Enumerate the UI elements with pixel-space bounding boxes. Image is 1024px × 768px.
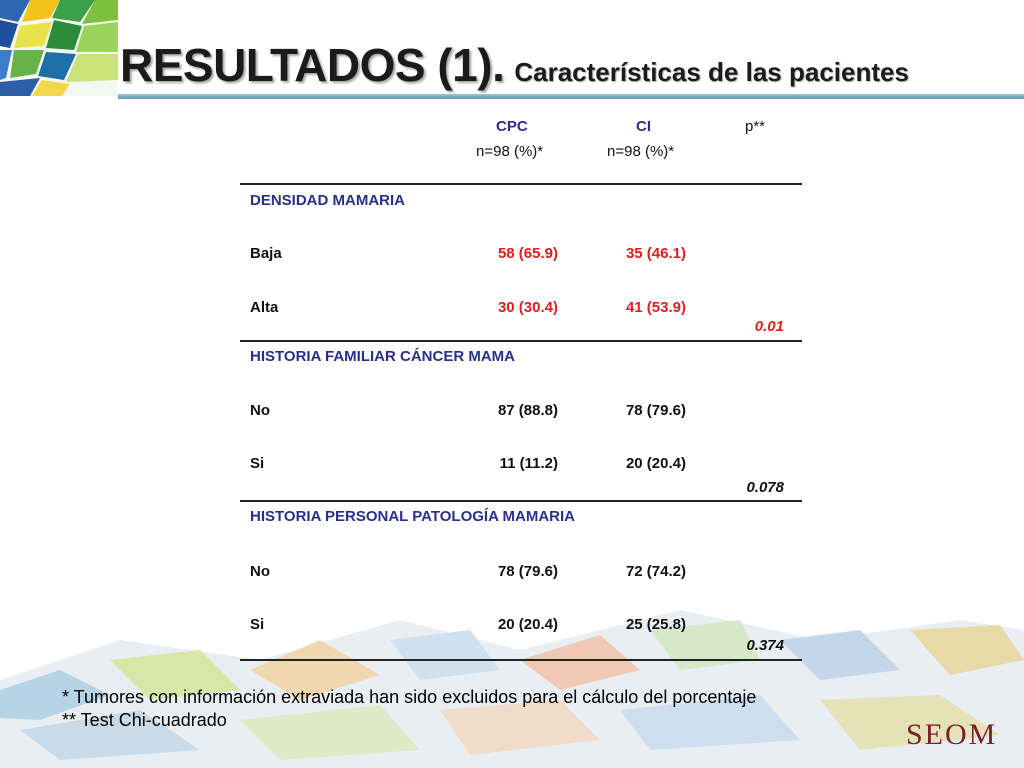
section-title-densidad: DENSIDAD MAMARIA <box>250 192 405 209</box>
title-main: RESULTADOS (1). <box>120 39 505 91</box>
p-value: 0.078 <box>746 479 784 496</box>
cell-cpc: 20 (20.4) <box>497 616 558 633</box>
cell-cpc: 30 (30.4) <box>497 299 558 316</box>
section-title-familiar: HISTORIA FAMILIAR CÁNCER MAMA <box>250 348 515 365</box>
page-title <box>120 38 1020 92</box>
cell-cpc: 78 (79.6) <box>497 563 558 580</box>
row-label: Si <box>250 616 265 633</box>
column-header-p: p** <box>745 118 766 135</box>
p-value: 0.01 <box>754 318 784 335</box>
section-rule <box>240 340 802 342</box>
column-sub-cpc: n=98 (%)* <box>476 143 544 160</box>
title-underline <box>118 94 1024 99</box>
footnote-2: ** Test Chi-cuadrado <box>62 710 227 730</box>
cell-cpc: 58 (65.9) <box>497 245 558 262</box>
footnote-1: * Tumores con información extraviada han sido excluidos para el cálculo del porcentaje <box>62 687 757 707</box>
row-label: No <box>250 563 270 580</box>
row-label: No <box>250 402 270 419</box>
cell-cpc: 87 (88.8) <box>497 402 558 419</box>
row-label: Si <box>250 455 265 472</box>
section-title-personal: HISTORIA PERSONAL PATOLOGÍA MAMARIA <box>250 508 576 525</box>
row-label: Alta <box>250 299 279 316</box>
header-rule <box>240 183 802 185</box>
cell-ci: 78 (79.6) <box>625 402 686 419</box>
cell-cpc: 11 (11.2) <box>499 455 558 472</box>
title-subtitle: Características de las pacientes <box>514 57 909 87</box>
cell-ci: 25 (25.8) <box>625 616 686 633</box>
seom-logo: SEOM <box>906 718 998 751</box>
column-header-ci: CI <box>636 118 651 135</box>
column-sub-ci: n=98 (%)* <box>607 143 675 160</box>
cell-ci: 72 (74.2) <box>625 563 686 580</box>
footnotes <box>62 686 756 732</box>
cell-ci: 35 (46.1) <box>625 245 686 262</box>
section-rule <box>240 500 802 502</box>
cell-ci: 41 (53.9) <box>625 299 686 316</box>
mosaic-corner-decoration <box>0 0 118 96</box>
p-value: 0.374 <box>746 637 784 654</box>
column-header-cpc: CPC <box>496 118 528 135</box>
table-bottom-rule <box>240 659 802 661</box>
cell-ci: 20 (20.4) <box>625 455 686 472</box>
row-label: Baja <box>250 245 282 262</box>
